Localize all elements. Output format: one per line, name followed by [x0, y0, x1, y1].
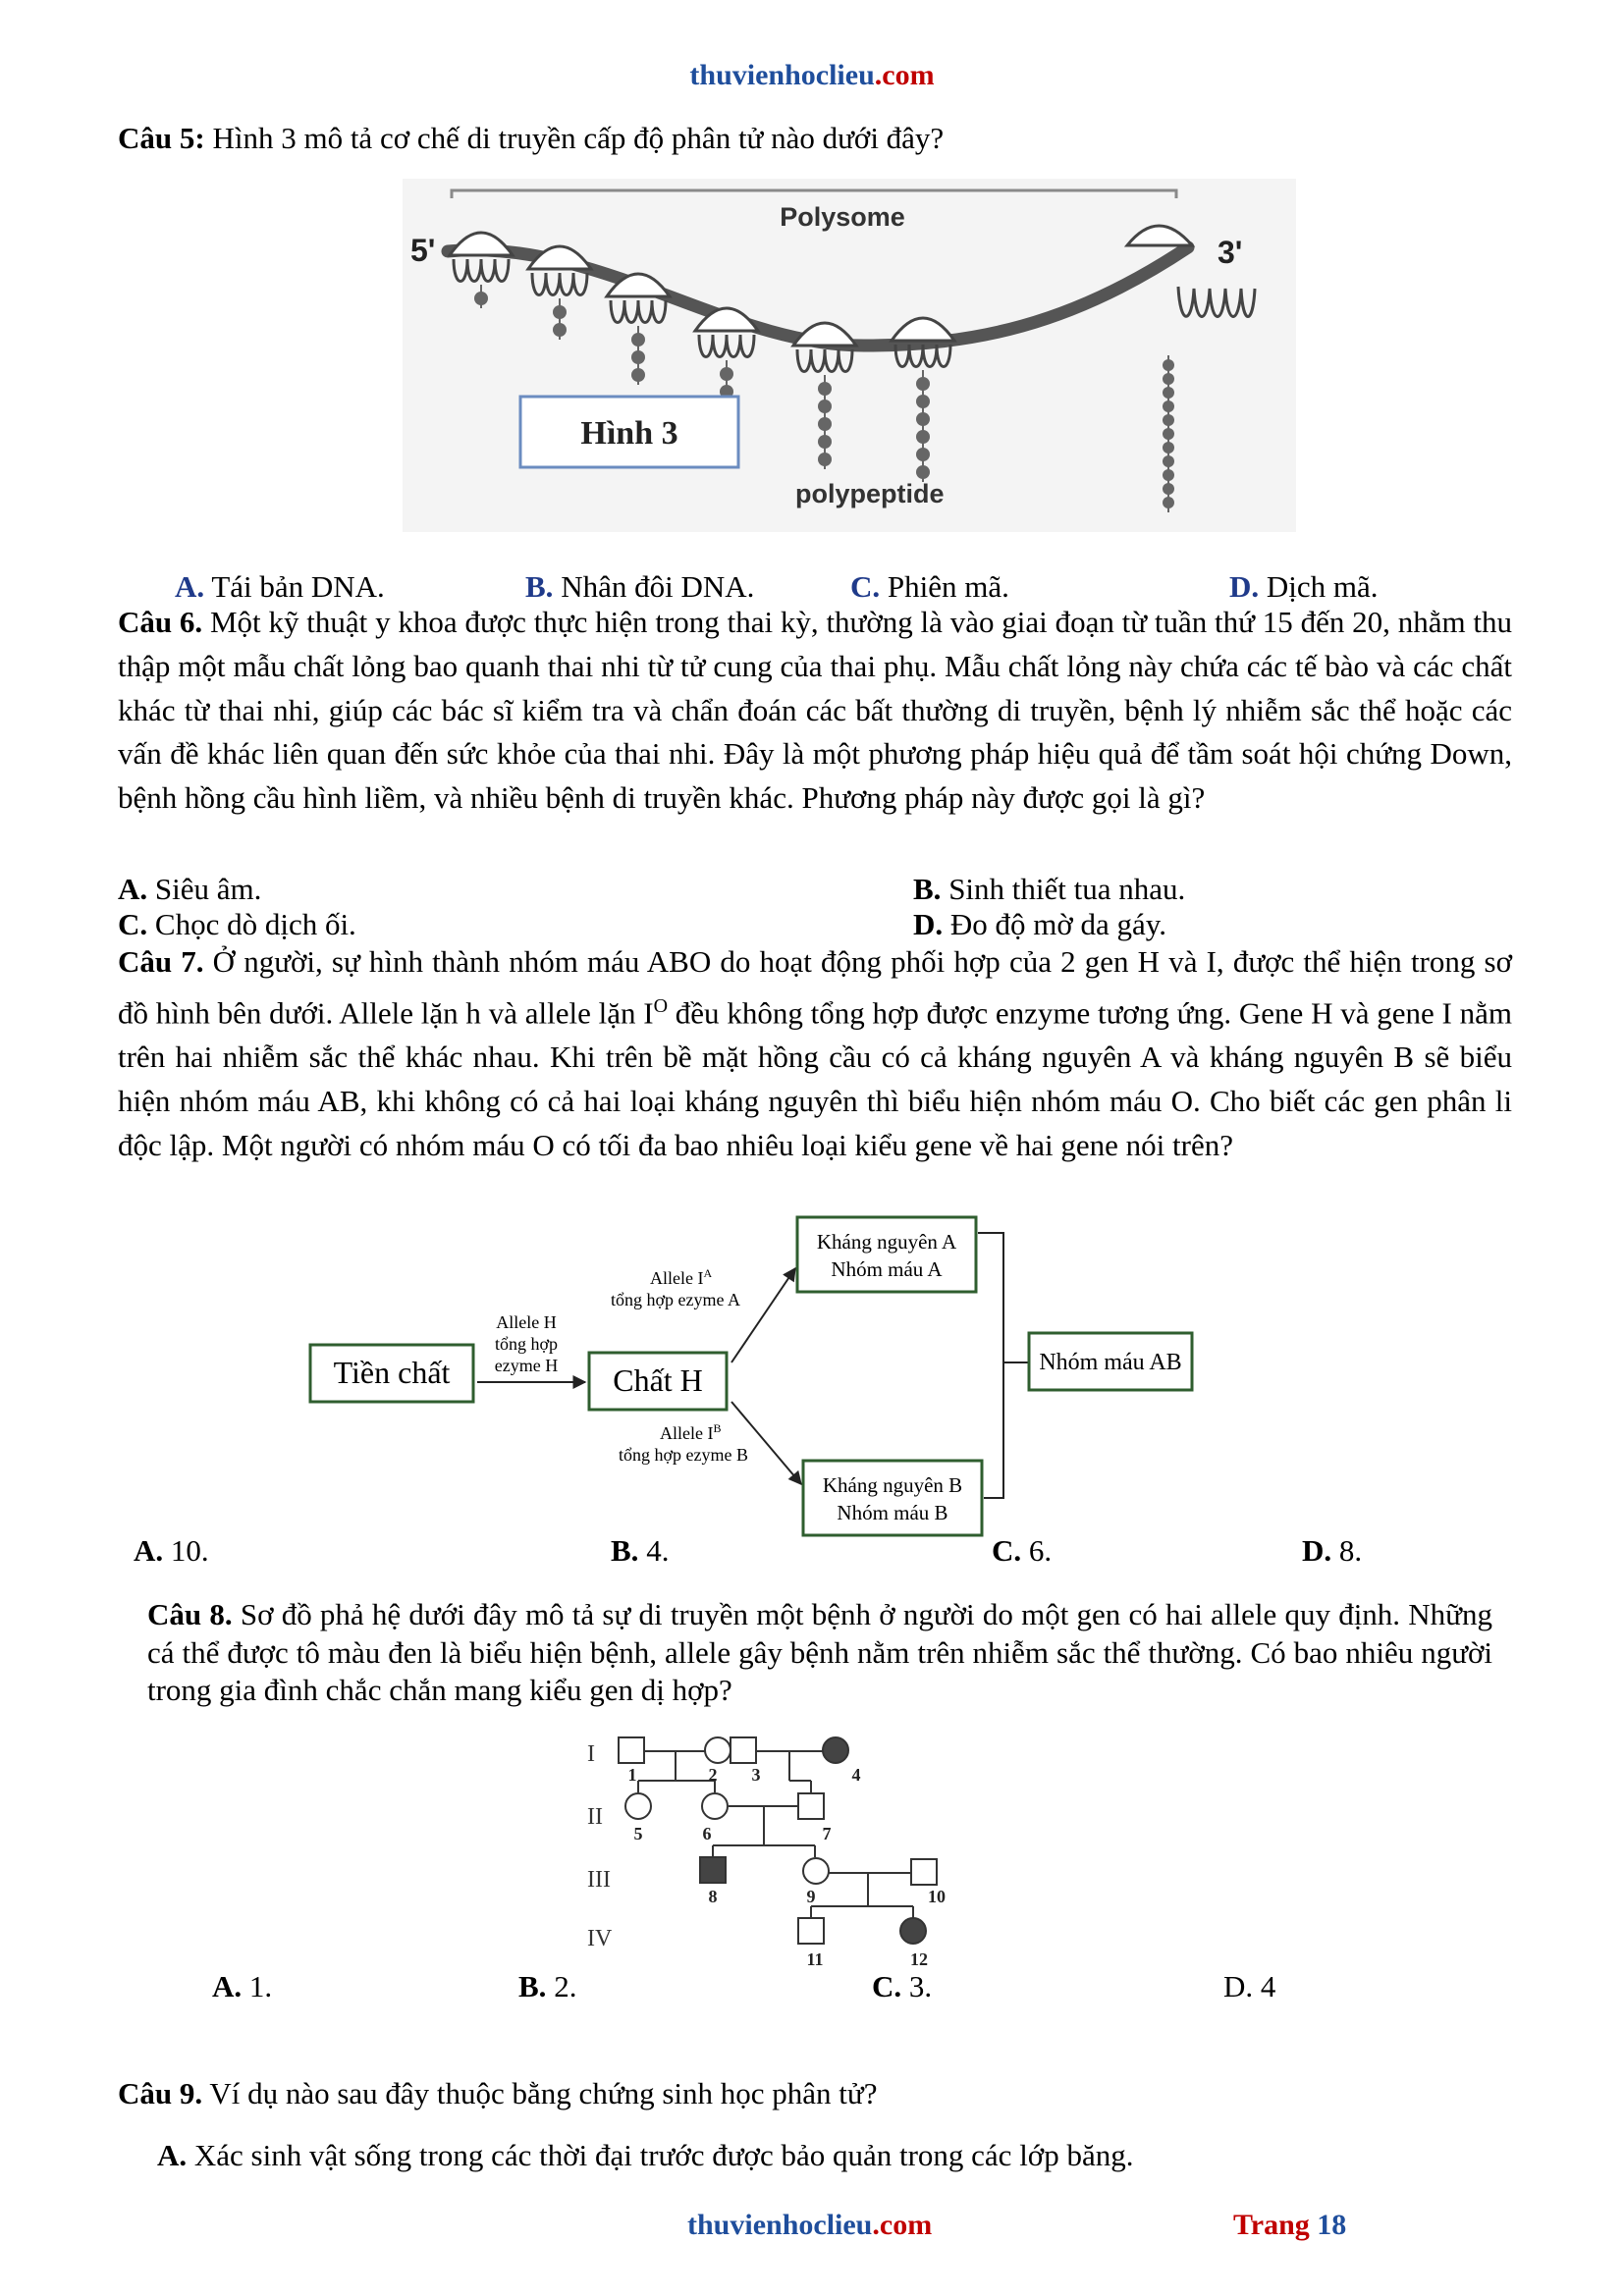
- polypeptide-bead: [720, 367, 733, 381]
- individual-11: [798, 1918, 824, 1944]
- question-8: [147, 1596, 1492, 1710]
- individual-6-number: 6: [702, 1824, 712, 1843]
- q7-option-c-letter: C.: [992, 1533, 1022, 1568]
- question-6-label: Câu 6.: [118, 605, 203, 639]
- q5-option-c-text: Phiên mã.: [880, 569, 1009, 604]
- q9-option-a-letter: A.: [157, 2138, 188, 2172]
- individual-10: [911, 1859, 937, 1885]
- q6-option-a-text: Siêu âm.: [147, 872, 262, 906]
- footer-site-name: thuvienhoclieu: [687, 2209, 873, 2241]
- q8-option-a-letter: A.: [212, 1969, 243, 2003]
- q9-option-a[interactable]: [157, 2136, 1133, 2175]
- q8-option-b-letter: B.: [518, 1969, 547, 2003]
- q5-option-a-letter: A.: [175, 569, 205, 604]
- polypeptide-bead: [818, 453, 832, 466]
- arrow-h-to-a: [731, 1268, 795, 1362]
- individual-1-number: 1: [627, 1765, 637, 1785]
- allele-ib-line-1: Allele $I^B$: [660, 1421, 722, 1443]
- polypeptide-bead: [631, 368, 645, 382]
- page-num: 18: [1317, 2209, 1347, 2241]
- individual-4: [823, 1737, 848, 1763]
- polysome-figure: [403, 179, 1296, 532]
- q9-option-a-text: Xác sinh vật sống trong các thời đại trước được bảo quản trong các lớp băng.: [187, 2138, 1134, 2172]
- q7-option-a-letter: A.: [134, 1533, 164, 1568]
- q8-option-d-letter: D.: [1223, 1969, 1254, 2003]
- question-5-label: Câu 5:: [118, 121, 205, 155]
- q7-option-d-letter: D.: [1302, 1533, 1332, 1568]
- generation-II: II: [587, 1804, 603, 1830]
- group-ab-label: Nhóm máu AB: [1039, 1350, 1182, 1375]
- q7-option-b-text: 4.: [638, 1533, 670, 1568]
- allele-ib-line-2: tổng hợp ezyme B: [619, 1445, 748, 1465]
- polypeptide-bead: [818, 382, 832, 396]
- individual-9-number: 9: [806, 1887, 816, 1906]
- individual-8: [700, 1857, 726, 1883]
- polypeptide-bead: [916, 377, 930, 391]
- question-9-text: Ví dụ nào sau đây thuộc bằng chứng sinh học phân tử?: [202, 2076, 878, 2110]
- q6-option-d-text: Đo độ mờ da gáy.: [943, 907, 1167, 941]
- individual-7-number: 7: [822, 1824, 832, 1843]
- q5-option-a-text: Tái bản DNA.: [204, 569, 385, 604]
- question-7-text-2: đều không tổng hợp được enzyme tương ứng. Gene H và gene I nằm trên hai nhiễm sắc thể khác nhau. Khi trên bề mặt hồng cầu có cả kháng nguyên A và kháng nguyên B sẽ biểu hiện nhóm máu AB, khi không có cả hai loại kháng nguyên thì biểu hiện nhóm máu O. Cho biết các gen phân li độc lập. Một người có nhóm máu O có tối đa bao nhiêu loại kiểu gene về hai gene nói trên?: [118, 995, 1512, 1162]
- question-7-text-1: Ở người, sự hình thành nhóm máu ABO do hoạt động phối hợp của 2 gen H và I, được thể hiện trong sơ đồ hình bên dưới. Allele lặn h và allele lặn I: [118, 944, 1512, 1031]
- q7-option-d-text: 8.: [1331, 1533, 1363, 1568]
- allele-ia-line-2: tổng hợp ezyme A: [611, 1290, 740, 1309]
- individual-7: [798, 1793, 824, 1819]
- allele-h-line-1: Allele H: [496, 1312, 557, 1332]
- q8-option-c-text: 3.: [901, 1969, 933, 2003]
- allele-h-line-2: tổng hợp: [494, 1334, 559, 1354]
- polypeptide-bead: [1163, 442, 1174, 454]
- polypeptide-bead: [1163, 359, 1174, 371]
- question-7-sup: O: [653, 994, 669, 1017]
- polypeptide-bead: [1163, 469, 1174, 481]
- q8-option-b[interactable]: [518, 1967, 576, 2006]
- polypeptide-bead: [1163, 387, 1174, 399]
- q6-option-b[interactable]: [913, 870, 1185, 909]
- q6-option-a[interactable]: [118, 870, 261, 909]
- q7-option-b-letter: B.: [611, 1533, 639, 1568]
- q5-option-b-letter: B.: [525, 569, 554, 604]
- figure-caption: Hình 3: [580, 415, 678, 452]
- polypeptide-bead: [916, 430, 930, 444]
- individual-9: [803, 1858, 829, 1884]
- q6-option-c-text: Chọc dò dịch ối.: [147, 907, 356, 941]
- q6-option-c[interactable]: [118, 905, 356, 944]
- individual-8-number: 8: [708, 1887, 718, 1906]
- arrow-h-to-b: [731, 1402, 801, 1484]
- question-7-label: Câu 7.: [118, 944, 204, 979]
- polypeptide-bead: [1163, 414, 1174, 426]
- q8-option-a[interactable]: [212, 1967, 272, 2006]
- antigen-b-line-1: Kháng nguyên B: [822, 1473, 963, 1497]
- polypeptide-bead: [1163, 373, 1174, 385]
- polypeptide-bead: [1163, 428, 1174, 440]
- generation-I: I: [587, 1741, 595, 1767]
- individual-5-number: 5: [633, 1824, 643, 1843]
- q8-option-a-text: 1.: [242, 1969, 273, 2003]
- polypeptide-bead: [474, 292, 488, 305]
- q7-option-a-text: 10.: [163, 1533, 209, 1568]
- polypeptide-bead: [553, 305, 567, 319]
- header-site-domain: .com: [874, 59, 935, 91]
- pedigree-chart: [569, 1726, 1001, 1973]
- footer-site: [687, 2209, 932, 2242]
- individual-4-number: 4: [851, 1765, 861, 1785]
- question-5: [118, 116, 1512, 160]
- individual-10-number: 10: [928, 1887, 946, 1906]
- ab-bracket: [978, 1233, 1003, 1498]
- allele-h-line-3: ezyme H: [494, 1356, 559, 1375]
- q5-option-b-text: Nhân đôi DNA.: [553, 569, 755, 604]
- q7-option-c[interactable]: [992, 1531, 1052, 1571]
- question-8-text: Sơ đồ phả hệ dưới đây mô tả sự di truyền một bệnh ở người do một gen có hai allele quy định. Những cá thể được tô màu đen là biểu hiện bệnh, allele gây bệnh nằm trên nhiễm sắc thể thường. Có bao nhiêu người trong gia đình chắc chắn mang kiểu gen dị hợp?: [147, 1597, 1492, 1707]
- polypeptide-bead: [916, 465, 930, 479]
- individual-12: [900, 1918, 926, 1944]
- footer-site-domain: .com: [872, 2209, 933, 2241]
- q7-option-c-text: 6.: [1021, 1533, 1053, 1568]
- individual-5: [625, 1793, 651, 1819]
- question-9: [118, 2071, 1512, 2115]
- page-label: Trang: [1233, 2209, 1318, 2241]
- q7-option-a[interactable]: [134, 1531, 209, 1571]
- antigen-a-line-1: Kháng nguyên A: [816, 1230, 957, 1254]
- q8-option-d-text: 4: [1253, 1969, 1276, 2003]
- antigen-b-line-2: Nhóm máu B: [837, 1501, 948, 1524]
- q5-option-d-letter: D.: [1229, 569, 1260, 604]
- generation-IV: IV: [587, 1926, 613, 1951]
- polypeptide-bead: [631, 333, 645, 347]
- generation-III: III: [587, 1867, 611, 1893]
- polypeptide-bead: [631, 350, 645, 364]
- polypeptide-bead: [916, 448, 930, 461]
- q5-option-c-letter: C.: [850, 569, 881, 604]
- q5-option-d-text: Dịch mã.: [1259, 569, 1379, 604]
- allele-ia-line-1: Allele $I^A$: [650, 1266, 713, 1288]
- q6-option-d-letter: D.: [913, 907, 944, 941]
- header-site: [0, 59, 1624, 92]
- question-7: [118, 940, 1512, 1167]
- q6-option-b-letter: B.: [913, 872, 942, 906]
- polypeptide-bead: [916, 395, 930, 408]
- q8-option-d[interactable]: [1223, 1967, 1275, 2006]
- polypeptide-bead: [553, 323, 567, 337]
- q6-option-b-text: Sinh thiết tua nhau.: [941, 872, 1186, 906]
- precursor-label: Tiền chất: [333, 1355, 451, 1390]
- individual-1: [619, 1737, 644, 1763]
- q6-option-c-letter: C.: [118, 907, 148, 941]
- three-prime-label: 3': [1218, 235, 1243, 270]
- polypeptide-bead: [818, 400, 832, 413]
- polypeptide-bead: [1163, 483, 1174, 495]
- polypeptide-bead: [818, 417, 832, 431]
- q8-option-b-text: 2.: [546, 1969, 577, 2003]
- five-prime-label: 5': [410, 233, 436, 268]
- polypeptide-label: polypeptide: [795, 479, 945, 508]
- question-6: [118, 601, 1512, 821]
- question-5-text: Hình 3 mô tả cơ chế di truyền cấp độ phân tử nào dưới đây?: [204, 121, 945, 155]
- question-6-text: Một kỹ thuật y khoa được thực hiện trong thai kỳ, thường là vào giai đoạn từ tuần thứ 15 đến 20, nhằm thu thập một mẫu chất lỏng bao quanh thai nhi từ tử cung của thai phụ. Mẫu chất lỏng này chứa các tế bào và các chất khác từ thai nhi, giúp các bác sĩ kiểm tra và chẩn đoán các bất thường di truyền, bệnh lý nhiễm sắc thể hoặc các vấn đề khác liên quan đến sức khỏe của thai nhi. Đây là một phương pháp hiệu quả để tầm soát hội chứng Down, bệnh hồng cầu hình liềm, và nhiều bệnh di truyền khác. Phương pháp này được gọi là gì?: [118, 605, 1512, 816]
- individual-12-number: 12: [910, 1949, 928, 1969]
- polypeptide-bead: [1163, 455, 1174, 467]
- page-number: [1233, 2209, 1346, 2242]
- q6-option-d[interactable]: [913, 905, 1166, 944]
- polypeptide-bead: [916, 412, 930, 426]
- polysome-label: Polysome: [780, 202, 905, 232]
- question-8-label: Câu 8.: [147, 1597, 233, 1631]
- q7-option-b[interactable]: [611, 1531, 669, 1571]
- q7-option-d[interactable]: [1302, 1531, 1362, 1571]
- antigen-a-line-2: Nhóm máu A: [831, 1257, 943, 1281]
- individual-2: [705, 1737, 731, 1763]
- q8-option-c-letter: C.: [872, 1969, 902, 2003]
- individual-3: [731, 1737, 756, 1763]
- polypeptide-bead: [818, 435, 832, 449]
- substance-h-label: Chất H: [613, 1362, 703, 1398]
- individual-6: [702, 1793, 728, 1819]
- q8-option-c[interactable]: [872, 1967, 932, 2006]
- question-9-label: Câu 9.: [118, 2076, 203, 2110]
- header-site-name: thuvienhoclieu: [689, 59, 875, 91]
- individual-3-number: 3: [751, 1765, 761, 1785]
- individual-11-number: 11: [806, 1949, 824, 1969]
- q6-option-a-letter: A.: [118, 872, 148, 906]
- polypeptide-bead: [1163, 400, 1174, 412]
- polypeptide-bead: [1163, 497, 1174, 508]
- individual-2-number: 2: [708, 1765, 718, 1785]
- blood-group-diagram: [295, 1205, 1375, 1539]
